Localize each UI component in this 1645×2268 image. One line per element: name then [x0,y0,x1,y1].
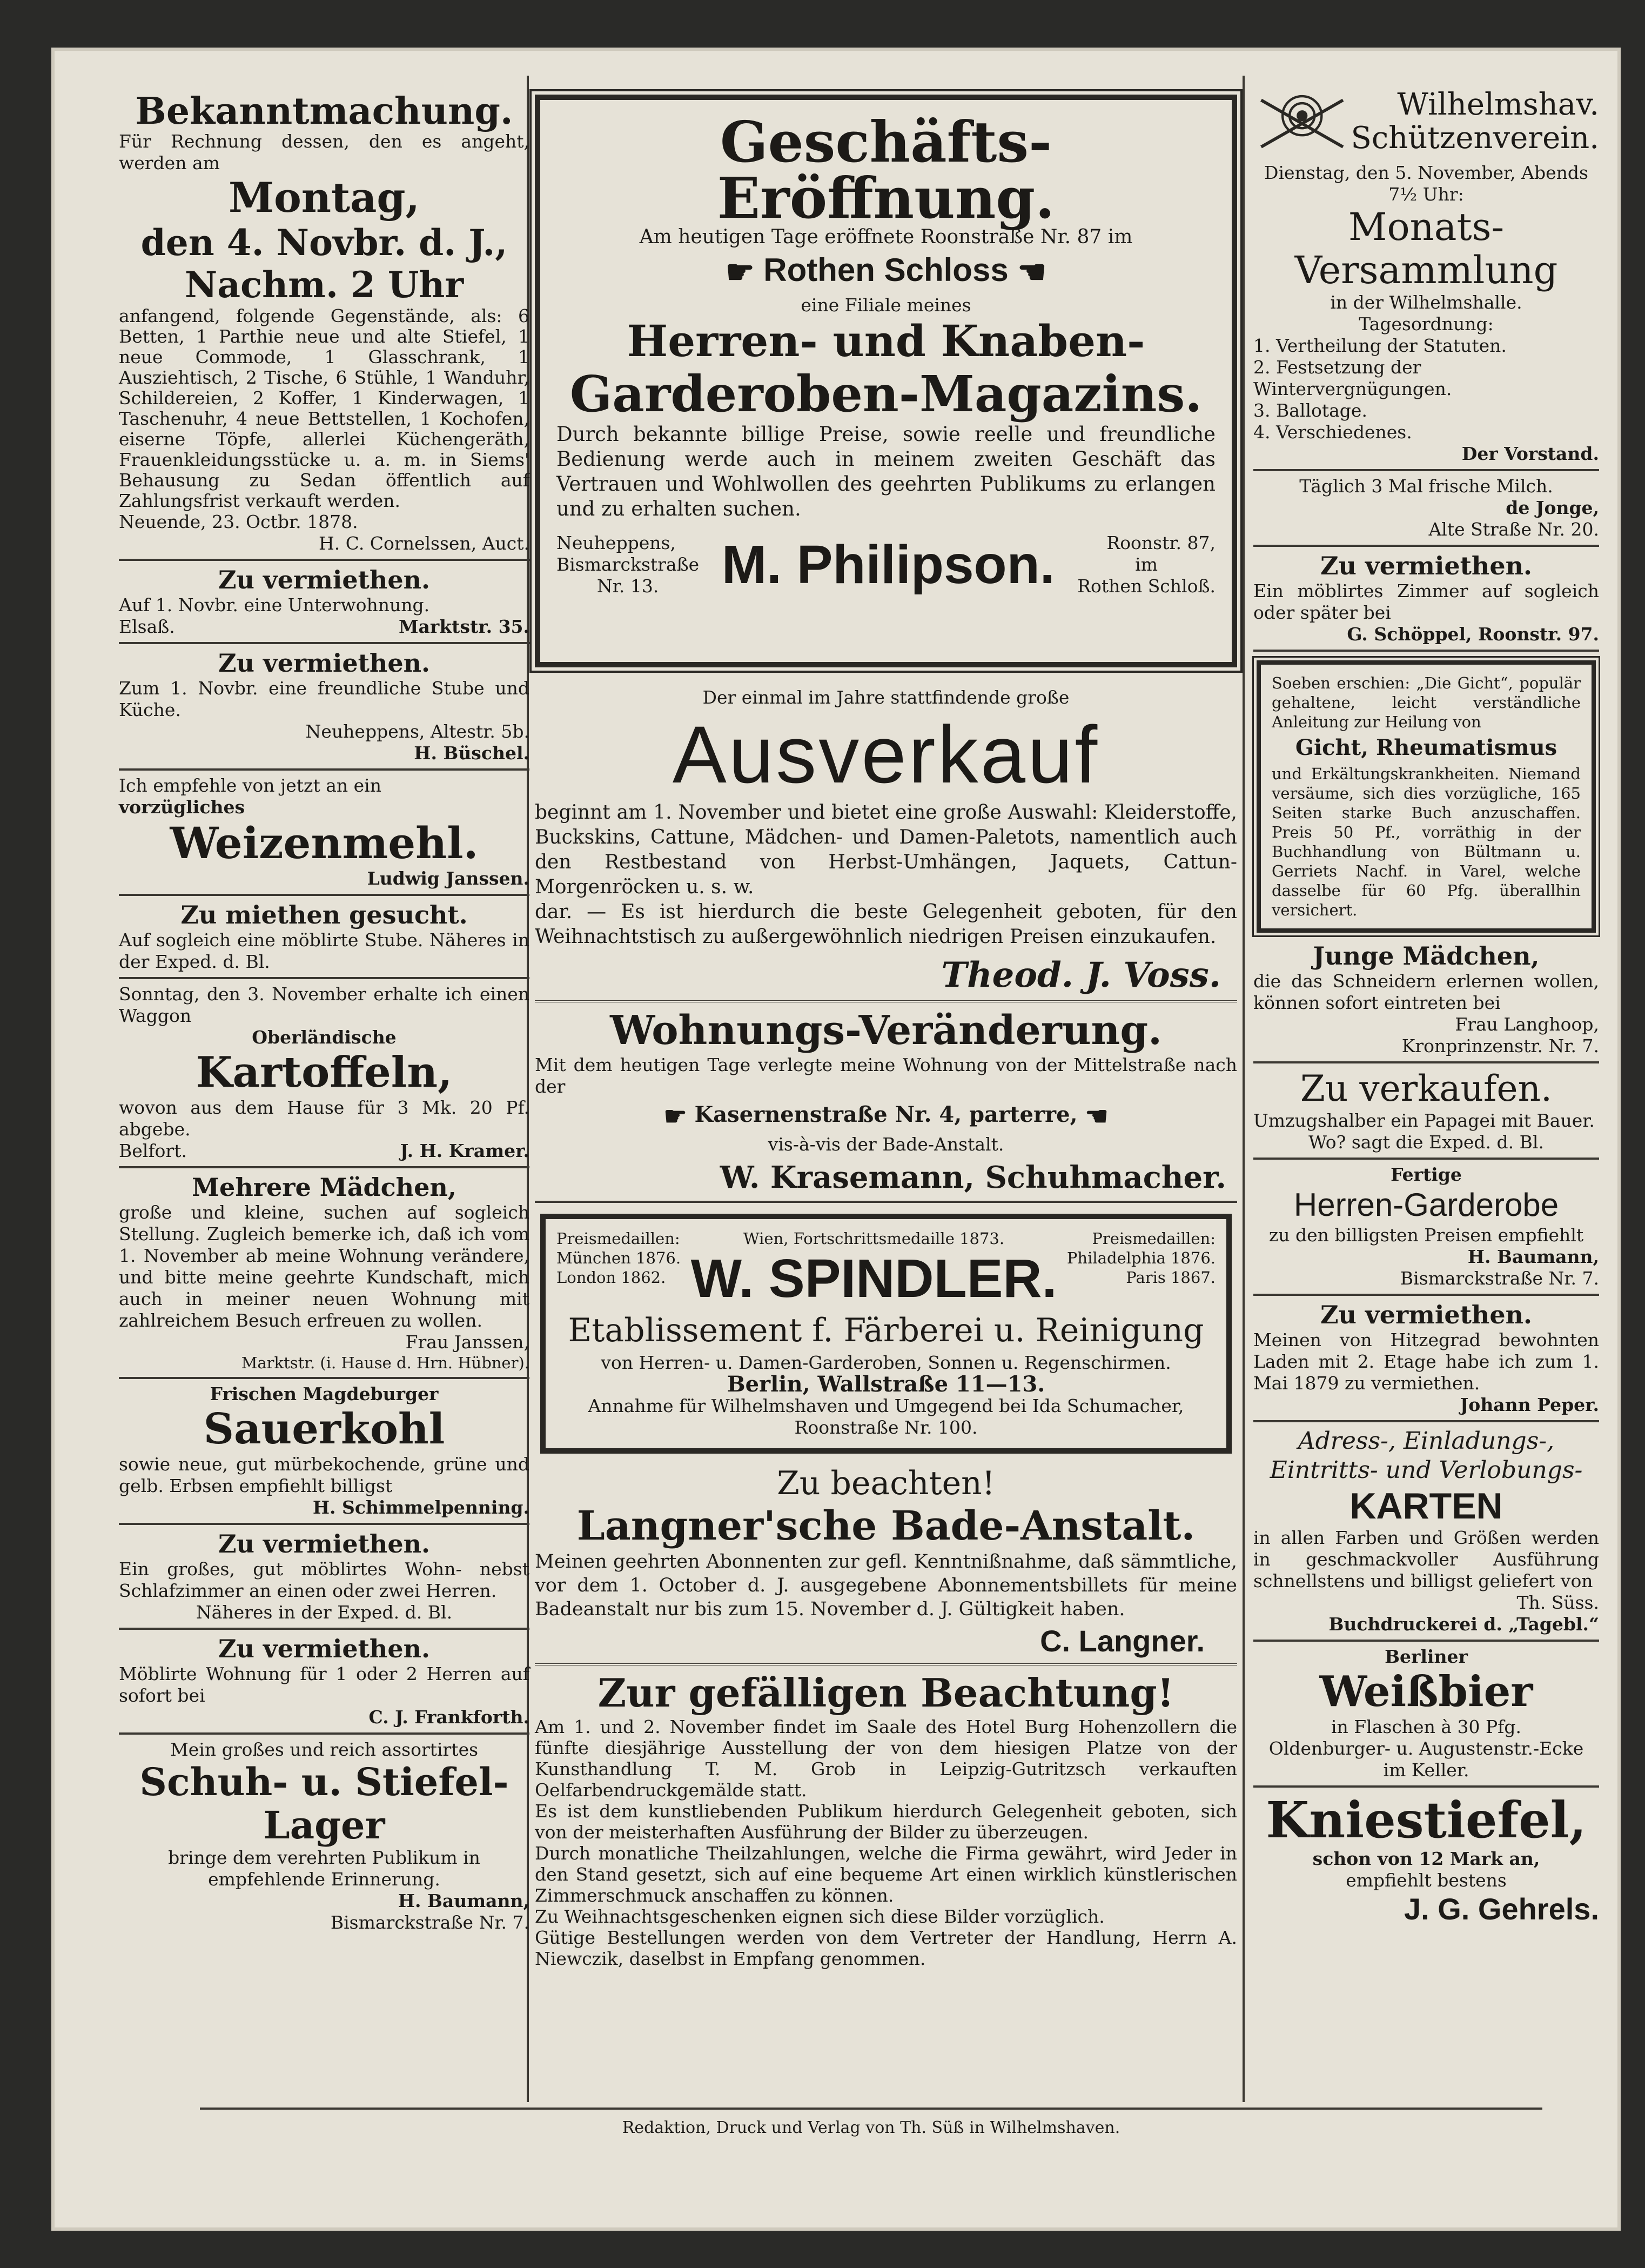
ad-address: im [1135,554,1158,576]
ad-text: Soeben erschien: „Die Gicht“, populär gehaltene, leicht verständliche Anleitung zur Heilung von [1272,674,1581,731]
ad-vermiethen-1 [119,565,529,638]
ad-title: Kartoffeln, [196,1048,453,1097]
ad-title: W. SPINDLER. [690,1248,1057,1309]
ad-text: Dienstag, den 5. November, Abends 7½ Uhr: [1264,162,1588,205]
imprint-text: Redaktion, Druck und Verlag von Th. Süß in Wilhelmshaven. [622,2118,1120,2137]
ad-title: Langner'sche Bade-Anstalt. [576,1503,1196,1549]
ad-text: schon von 12 Mark an, [1312,1848,1540,1869]
ad-junge-maedchen [1253,941,1599,1057]
ad-text: Meinen von Hitzegrad bewohnten Laden mit 2. Etage habe ich zum 1. Mai 1879 zu vermiethen. [1253,1329,1599,1394]
ad-text: Auf sogleich eine möblirte Stube. Näheres in der Exped. d. Bl. [119,929,529,972]
ad-text: vis-à-vis der Bade-Anstalt. [768,1134,1004,1155]
ad-text: Am 1. und 2. November findet im Saale des Hotel Burg Hohenzollern die fünfte diesjährige Ausstellung der von dem hiesigen Platze von der Kunsthandlung T. M. Grob in Leipzig-Gutritzsch verkauften Oelfarbendruckgemälde statt. [535,1716,1237,1801]
ad-text: Ein großes, gut möblirtes Wohn- nebst Schlafzimmer an einen oder zwei Herren. [119,1558,529,1601]
ad-text: eine Filiale meines [801,295,971,316]
ad-signature: J. H. Kramer. [400,1140,529,1161]
ad-address: Marktstr. 35. [399,616,529,637]
ad-address: Roonstraße Nr. 100. [794,1417,978,1438]
ad-date-line: Neuende, 23. Octbr. 1878. [119,511,358,532]
ad-title: Monats- [1348,205,1505,249]
agenda-title: Tagesordnung: [1359,313,1494,334]
medal-list: München 1876. [556,1249,681,1267]
ad-text: in Flaschen à 30 Pfg. [1331,1716,1522,1737]
ad-spindler [540,1214,1232,1454]
ad-title: Zu vermiethen. [218,1634,431,1663]
ad-signature: J. G. Gehrels. [1404,1892,1599,1926]
ad-herren-garderobe [1253,1164,1599,1289]
ad-address: Bismarckstraße Nr. 7. [330,1912,529,1933]
ad-address: Berlin, Wallstraße 11—13. [727,1371,1045,1397]
ad-title: Wohnungs-Veränderung. [610,1007,1162,1054]
ad-signature: H. C. Cornelssen, Auct. [319,533,529,554]
ad-text: zu den billigsten Preisen empfiehlt [1268,1225,1584,1246]
ad-text: von Herren- u. Damen-Garderoben, Sonnen u. Regenschirmen. [601,1352,1171,1373]
ad-subtitle: Etablissement f. Färberei u. Reinigung [568,1312,1204,1349]
ad-vermiethen-2 [119,648,529,764]
ad-beachtung [535,1670,1237,1969]
ad-text: Annahme für Wilhelmshaven und Umgegend bei Ida Schumacher, [588,1395,1184,1416]
ad-address: Kronprinzenstr. Nr. 7. [1401,1035,1599,1056]
ad-address: Kasernenstraße Nr. 4, parterre, [694,1102,1078,1127]
ad-text: Gütige Bestellungen werden von dem Vertreter der Handlung, Herrn A. Niewczik, daselbst in Empfang genommen. [535,1927,1237,1969]
column-rule-right [1243,76,1245,2102]
ad-text: Umzugshalber ein Papagei mit Bauer. [1253,1110,1595,1131]
ad-address: Bismarckstraße Nr. 7. [1400,1268,1599,1289]
ad-ausverkauf [535,687,1237,996]
ad-vermiethen-3 [119,1529,529,1623]
medal-list: Preismedaillen: [556,1229,680,1248]
ad-text: Ein möblirtes Zimmer auf sogleich oder später bei [1253,580,1599,623]
ad-signature: Th. Süss. [1516,1592,1599,1613]
ad-text: große und kleine, suchen auf sogleich Stellung. Zugleich bemerke ich, daß ich vom 1. November ab meine Wohnung verändere, und bitte meine geehrte Kundschaft, mich auch in meiner neuen Wohnung mit zahlreichem Besuch erfreuen zu wollen. [119,1202,529,1331]
ad-address: Neuheppens, [556,532,676,554]
pointing-hand-right-icon: ☛ [663,1101,687,1132]
ad-title: Zu verkaufen. [1300,1068,1553,1109]
pointing-hand-left-icon: ☚ [1017,254,1047,291]
ad-text: Auf 1. Novbr. eine Unterwohnung. [119,594,430,615]
ad-date: den 4. Novbr. d. J., [140,222,508,264]
ad-sauerkohl [119,1383,529,1518]
pointing-hand-right-icon: ☛ [725,254,755,291]
column-right [1253,81,1599,1927]
ad-subtitle: Eintritts- und Verlobungs- [1270,1456,1583,1484]
ad-text: Zu Weihnachtsgeschenken eignen sich diese Bilder vorzüglich. [535,1906,1105,1927]
ad-text: die das Schneidern erlernen wollen, können sofort eintreten bei [1253,971,1599,1013]
ad-signature: Theod. J. Voss. [941,955,1221,995]
ad-title: Zu vermiethen. [1320,1300,1533,1329]
ad-geschaefts-eroeffnung [535,95,1237,667]
ad-text: empfiehlt bestens [1346,1870,1507,1891]
ad-vermiethen-4 [119,1634,529,1728]
ad-address: Alte Straße Nr. 20. [1428,519,1599,540]
ad-date: Nachm. 2 Uhr [184,264,464,306]
ad-signature: H. Baumann, [1467,1246,1599,1267]
ad-verkaufen [1253,1068,1599,1153]
ad-address: Oldenburger- u. Augustenstr.-Ecke [1268,1738,1584,1759]
ad-langner [535,1464,1237,1659]
ad-subtitle: Zu beachten! [777,1464,995,1502]
ad-address: Rothen Schloß. [1077,576,1216,597]
ad-text: Mein großes und reich assortirtes [170,1739,479,1760]
ad-address: Roonstr. 87, [1106,532,1216,554]
ad-title: Mehrere Mädchen, [192,1173,456,1202]
ad-shop-name: Rothen Schloss [763,252,1009,288]
ad-text: vorzügliches [119,797,245,818]
ad-karten [1253,1427,1599,1635]
ad-title: Versammlung [1294,248,1558,292]
ad-signature: H. Büschel. [414,742,529,764]
ad-text: in der Wilhelmshalle. [1330,292,1522,313]
ad-schuetzenverein [1253,81,1599,465]
ad-signature: Frau Langhoop, [1455,1014,1599,1035]
ad-subtitle: Oberländische [252,1027,397,1048]
medal-list: Philadelphia 1876. [1066,1249,1216,1267]
ad-bekanntmachung [119,92,529,554]
ad-date: Montag, [228,173,420,222]
medal-list: London 1862. [556,1268,666,1287]
crossed-rifles-target-icon [1253,81,1351,162]
ad-text: Am heutigen Tage eröffnete Roonstraße Nr. 87 im [639,226,1133,248]
ad-title: Gicht, Rheumatismus [1295,735,1557,760]
ad-text: beginnt am 1. November und bietet eine große Auswahl: Kleiderstoffe, Buckskins, Cattune, Mädchen- und Damen-Paletots, namentlich auch den Restbestand von Herbst-Umhängen, Jaquets, Cattun-Morgenröcken u. s. w. [535,801,1237,898]
ad-title: Junge Mädchen, [1313,941,1540,971]
ad-text: dar. — Es ist hierdurch die beste Gelegenheit geboten, für den Weihnachtstisch zu außergewöhnlich niedrigen Preisen einzukaufen. [535,901,1237,948]
ad-text: Für Rechnung dessen, den es angeht, werden am [119,131,529,173]
ad-title: KARTEN [1349,1486,1503,1527]
ad-signature: W. Krasemann, Schuhmacher. [720,1160,1226,1195]
ad-signature: C. Langner. [1040,1624,1205,1658]
ad-title: Schuh- u. Stiefel- [139,1759,509,1804]
ad-kniestiefel [1253,1792,1599,1927]
ad-milch [1253,476,1599,540]
ad-text: wovon aus dem Hause für 3 Mk. 20 Pf. abgebe. [119,1097,529,1140]
ad-schuh-lager [119,1739,529,1934]
ad-title: Herren- und Knaben- [627,316,1145,367]
agenda-item: 2. Festsetzung der Wintervergnügungen. [1253,357,1452,399]
ad-text: sowie neue, gut mürbekochende, grüne und gelb. Erbsen empfiehlt billigst [119,1454,529,1496]
ad-signature: Frau Janssen, [405,1332,529,1353]
ad-weizenmehl [119,775,529,889]
ad-text: anfangend, folgende Gegenstände, als: 6 Betten, 1 Parthie neue und alte Stiefel, 1 neue Commode, 1 Glasschrank, 1 Ausziehtisch, 2 Tische, 6 Stühle, 1 Wanduhr, Schildereien, 2 Koffer, 1 Kinderwagen, 1 Taschenuhr, 4 neue Bettstellen, 1 Kochofen, eiserne Töpfe, allerlei Küchengeräth, Frauenkleidungsstücke u. a. m. in Siems' Behausung zu Sedan öffentlich auf Zahlungsfrist verkauft werden. [119,305,529,511]
ad-title: Zu vermiethen. [218,648,431,678]
ad-title: Garderoben-Magazins. [569,365,1203,424]
ad-text: Durch bekannte billige Preise, sowie reelle und freundliche Bedienung werde auch in meinem zweiten Geschäft das Vertrauen und Wohlwollen des geehrten Publikums zu erlangen und zu erhalten suchen. [556,423,1216,521]
agenda-item: 3. Ballotage. [1253,400,1367,421]
ad-wohnungs-veraenderung [535,1007,1237,1196]
ad-text: Durch monatliche Theilzahlungen, welche die Firma gewährt, wird Jeder in den Stand gesetzt, sich auf eine bequeme Art einen wirklich künstlerischen Zimmerschmuck anschaffen zu können. [535,1843,1237,1906]
ad-title: Sauerkohl [203,1404,445,1454]
ad-weissbier [1253,1646,1599,1781]
ad-vermiethen-5 [1253,551,1599,645]
ad-signature: Johann Peper. [1460,1394,1599,1415]
ad-address: Marktstr. (i. Hause d. Hrn. Hübner). [241,1354,529,1372]
ad-text: in allen Farben und Größen werden in geschmackvoller Ausführung schnellstens und billigst geliefert von [1253,1527,1599,1591]
ad-title: Schützenverein. [1351,121,1599,156]
ad-signature: M. Philipson. [721,534,1055,596]
agenda-item: 1. Vertheilung der Statuten. [1253,335,1507,356]
ad-text: bringe dem verehrten Publikum in empfehlende Erinnerung. [168,1847,480,1890]
ad-text: und Erkältungskrankheiten. Niemand versäume, sich dies vorzügliche, 165 Seiten starke Buch anzuschaffen. Preis 50 Pf., vorräthig in der Buchhandlung von Bültmann u. Gerriets Nachf. in Varel, welche dasselbe für 60 Pfg. überallhin versichert. [1272,765,1581,919]
ad-text: Näheres in der Exped. d. Bl. [196,1602,453,1623]
ad-title: Herren-Garderobe [1293,1187,1559,1223]
ad-text: Sonntag, den 3. November erhalte ich einen Waggon [119,984,529,1026]
ad-address: Nr. 13. [596,576,659,597]
ad-title: Wilhelmshav. [1397,87,1599,122]
pointing-hand-left-icon: ☚ [1085,1101,1109,1132]
ad-text: Der einmal im Jahre stattfindende große [702,687,1070,708]
ad-signature: H. Schimmelpenning. [312,1497,529,1518]
ad-title: Zur gefälligen Beachtung! [597,1670,1174,1716]
ad-vermiethen-6 [1253,1300,1599,1416]
agenda-item: 4. Verschiedenes. [1253,422,1412,443]
ad-text: Es ist dem kunstliebenden Publikum hierdurch Gelegenheit geboten, sich von der meisterhaften Ausführung der Bilder zu überzeugen. [535,1801,1237,1843]
ad-subtitle: Berliner [1385,1646,1468,1667]
ad-kartoffeln [119,984,529,1162]
ad-text: Meinen geehrten Abonnenten zur gefl. Kenntnißnahme, daß sämmtliche, vor dem 1. October d. J. ausgegebene Abonnementsbillets für meine Badeanstalt nur bis zum 15. November d. J. Gültigkeit haben. [535,1551,1237,1620]
medal-list: Preismedaillen: [1092,1229,1216,1248]
ad-title: Kniestiefel, [1266,1791,1587,1849]
ad-subtitle: Fertige [1391,1164,1462,1185]
ad-signature: H. Baumann, [398,1890,529,1911]
ad-signature: Der Vorstand. [1461,443,1599,464]
ad-text: Wo? sagt die Exped. d. Bl. [1308,1132,1544,1153]
ad-title: Bekanntmachung. [135,90,513,133]
ad-place: Elsaß. [119,616,175,637]
ad-address: im Keller. [1383,1759,1469,1781]
ad-signature: Ludwig Janssen. [367,868,529,889]
ad-text: Möblirte Wohnung für 1 oder 2 Herren auf sofort bei [119,1663,529,1706]
ad-address: Neuheppens, Altestr. 5b. [305,721,529,742]
ad-title: Zu vermiethen. [218,1529,431,1558]
ad-title: Geschäfts-Eröffnung. [717,109,1055,231]
ad-text: Ich empfehle von jetzt an ein [119,775,381,796]
ad-gicht [1257,660,1596,933]
ad-text: Mit dem heutigen Tage verlegte meine Wohnung von der Mittelstraße nach der [535,1054,1237,1097]
ad-text: Täglich 3 Mal frische Milch. [1299,476,1553,497]
medal-list: Paris 1867. [1126,1268,1216,1287]
ad-miethen-gesucht [119,900,529,973]
ad-title: Zu miethen gesucht. [180,900,468,929]
medal-list: Wien, Fortschrittsmedaille 1873. [743,1229,1005,1248]
ad-text: Zum 1. Novbr. eine freundliche Stube und Küche. [119,678,529,720]
ad-title: Weißbier [1319,1667,1533,1716]
column-center [535,95,1237,1969]
ad-signature: G. Schöppel, Roonstr. 97. [1347,624,1599,645]
ad-title: Ausverkauf [672,709,1100,800]
column-left [119,92,529,1934]
ad-title: Lager [263,1803,385,1848]
ad-address: Buchdruckerei d. „Tagebl.“ [1328,1614,1599,1635]
ad-subtitle: Frischen Magdeburger [210,1383,439,1404]
ad-address: Bismarckstraße [556,554,700,576]
ad-title: Weizenmehl. [170,818,479,868]
imprint-footer [200,2108,1542,2137]
ad-signature: C. J. Frankforth. [368,1707,529,1728]
ad-title: Zu vermiethen. [218,565,431,594]
ad-title: Zu vermiethen. [1320,551,1533,580]
ad-subtitle: Adress-, Einladungs-, [1298,1427,1555,1455]
ad-maedchen [119,1173,529,1373]
ad-place: Belfort. [119,1140,187,1161]
ad-signature: de Jonge, [1506,497,1599,518]
